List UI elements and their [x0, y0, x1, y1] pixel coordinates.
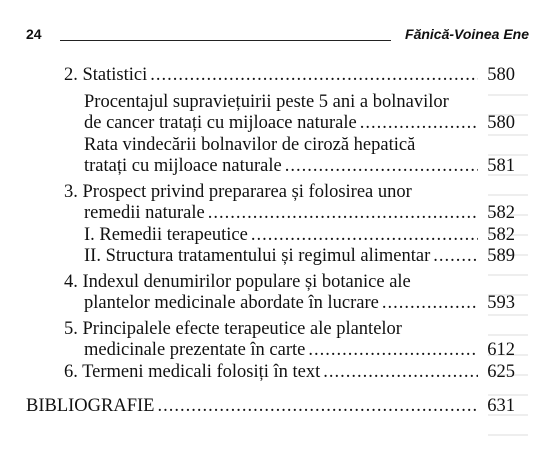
toc-entry[interactable] [84, 155, 515, 177]
toc-entry-page: 593 [487, 293, 515, 313]
toc-entry-title: plantelor medicinale abordate în lucrare [84, 293, 379, 313]
toc-entry-page: 589 [487, 246, 515, 266]
leader-dots [157, 395, 478, 417]
toc-entry-title: 5. Principalele efecte terapeutice ale plantelor [64, 319, 402, 339]
leader-dots [285, 155, 478, 177]
toc-entry-title: 2. Statistici [64, 65, 148, 85]
toc-entry-page: 580 [487, 113, 515, 133]
toc-entry[interactable] [26, 395, 515, 417]
toc-entry[interactable] [84, 112, 515, 134]
toc-entry-title: I. Remedii terapeutice [84, 225, 248, 245]
toc-entry-page: 582 [487, 203, 515, 223]
toc-entry-title: Rata vindecării bolnavilor de ciroză hepatică [84, 135, 416, 155]
toc-entry[interactable] [64, 361, 515, 383]
header-rule [60, 40, 391, 41]
toc-entry-title: II. Structura tratamentului și regimul alimentar [84, 246, 431, 266]
toc-entry[interactable] [84, 292, 515, 314]
toc-entry-title: medicinale prezentate în carte [84, 340, 306, 360]
leader-dots [382, 292, 478, 314]
toc-entry [64, 318, 515, 340]
toc-entry [64, 271, 515, 293]
running-head-author: Fănică-Voinea Ene [405, 26, 529, 42]
toc-entry-title: tratați cu mijloace naturale [84, 156, 282, 176]
toc-entry-page: 631 [487, 396, 515, 416]
leader-dots [360, 112, 478, 134]
page-header [26, 26, 529, 46]
toc-entry[interactable] [84, 339, 515, 361]
leader-dots [251, 224, 478, 246]
leader-dots [308, 339, 478, 361]
toc-entry[interactable] [64, 64, 515, 86]
toc-entry [64, 181, 515, 203]
leader-dots [323, 361, 478, 383]
toc-entry[interactable] [84, 224, 515, 246]
toc-entry [84, 91, 515, 113]
leader-dots [208, 202, 478, 224]
toc-entry-title: remedii naturale [84, 203, 205, 223]
toc-entry-title: BIBLIOGRAFIE [26, 396, 155, 416]
toc-entry-title: 3. Prospect privind prepararea și folosirea unor [64, 182, 412, 202]
leader-dots [433, 245, 478, 267]
toc-entry [84, 134, 515, 156]
toc-entry-title: 6. Termeni medicali folosiți în text [64, 362, 321, 382]
toc-entry-page: 612 [487, 340, 515, 360]
toc-entry-page: 625 [487, 362, 515, 382]
toc-entry-title: 4. Indexul denumirilor populare și botanice ale [64, 272, 411, 292]
leader-dots [150, 64, 478, 86]
toc-entry-title: de cancer tratați cu mijloace naturale [84, 113, 357, 133]
toc-entry-title: Procentajul supraviețuirii peste 5 ani a bolnavilor [84, 92, 449, 112]
toc-entry-page: 580 [487, 65, 515, 85]
toc-entry-page: 581 [487, 156, 515, 176]
toc-entry[interactable] [84, 202, 515, 224]
page-number: 24 [26, 26, 42, 42]
toc-entry[interactable] [84, 245, 515, 267]
toc-entry-page: 582 [487, 225, 515, 245]
